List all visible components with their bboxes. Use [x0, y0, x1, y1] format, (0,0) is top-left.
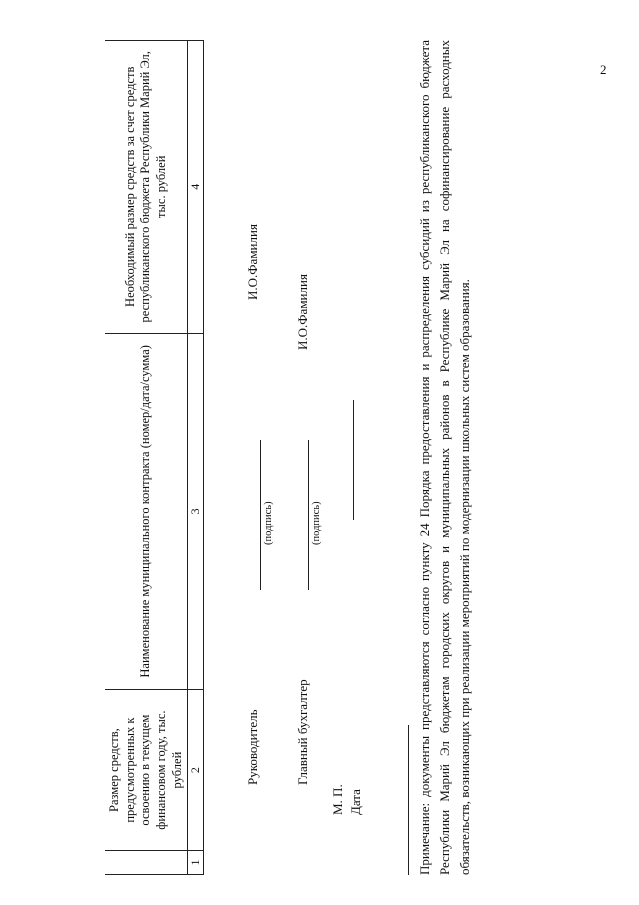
head-signature-hint: (подпись) [263, 501, 274, 545]
accountant-name: И.О.Фамилия [295, 274, 310, 350]
table-number-cell-4: 4 [188, 41, 204, 334]
table-header-cell-1 [105, 851, 188, 875]
table-number-cell-2: 2 [188, 690, 204, 851]
head-name: И.О.Фамилия [245, 224, 260, 300]
stamp-label: М. П. [330, 784, 345, 815]
date-label: Дата [348, 789, 363, 815]
rotated-page-content [45, 15, 605, 875]
note-separator [408, 725, 409, 875]
table-header-row [105, 41, 188, 875]
center-divider-line [353, 400, 354, 520]
table-number-row [188, 41, 204, 875]
head-signature-line [260, 440, 261, 590]
table-header-cell-4: Необходимый размер средств за счет средств республиканского бюджета Республики Марий Эл, тыс. рублей [105, 41, 188, 334]
funds-table [105, 40, 204, 875]
accountant-signature-hint: (подпись) [311, 501, 322, 545]
page-number: 2 [600, 62, 607, 77]
accountant-label: Главный бухгалтер [295, 679, 310, 785]
table-number-cell-1: 1 [188, 851, 204, 875]
table-number-cell-3: 3 [188, 333, 204, 690]
table-header-cell-2: Размер средств, предусмотренных к освоению в текущем финансовом году, тыс. рублей [105, 690, 188, 851]
table-header-cell-3: Наименование муниципального контракта (номер/дата/сумма) [105, 333, 188, 690]
head-label: Руководитель [245, 709, 260, 785]
accountant-signature-line [308, 440, 309, 590]
footnote: Примечание: документы представляются согласно пункту 24 Порядка предоставления и распределения субсидий из республиканского бюджета Республики Марий Эл бюджетам городских округов и муниципальных районов в Республике Марий Эл на софинансирование расходных обязательств, возникающих при реализации мероприятий по модернизации школьных систем образования. [417, 40, 473, 875]
